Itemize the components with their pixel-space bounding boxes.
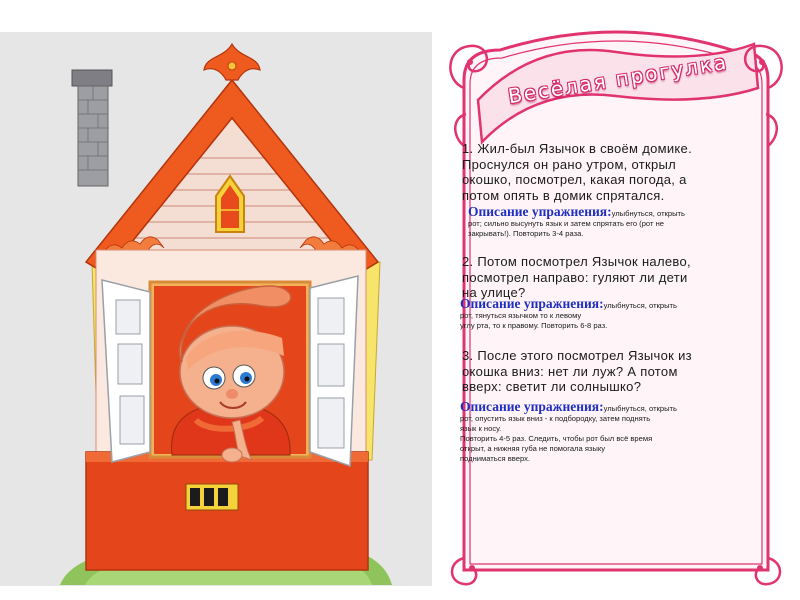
house-base — [86, 452, 368, 570]
exercise-description-1 — [468, 204, 790, 239]
exercise-label-3: Описание упражнения: — [460, 399, 604, 414]
exercise-description-2 — [460, 296, 782, 331]
exercise-label-2: Описание упражнения: — [460, 296, 604, 311]
story-paragraph-3: 3. После этого посмотрел Язычок из окошка вниз: нет ли луж? А потом вверх: светит ли солнышко? — [462, 348, 692, 394]
story-paragraph-2: 2. Потом посмотрел Язычок налево, посмотрел направо: гуляют ли дети на улице? — [462, 254, 691, 300]
chimney-icon — [72, 70, 112, 186]
story-paragraph-1: 1. Жил-был Язычок в своём домике. Проснулся он рано утром, открыл окошко, посмотрел, какая погода, а потом опять в домик спрятался. — [462, 141, 692, 203]
base-vent-icon — [186, 484, 238, 510]
exercise-description-3 — [460, 399, 782, 464]
exercise-card — [440, 10, 792, 590]
exercise-label-1: Описание упражнения: — [468, 204, 612, 219]
exercise-text-1: улыбнуться, открыть рот; сильно высунуть язык и затем спрятать его (рот не закрывать!). Повторить 3-4 раза. — [468, 209, 685, 238]
exercise-text-2: улыбнуться, открыть рот, тянуться язычком то к левому углу рта, то к правому. Повторить 6-8 раз. — [460, 301, 677, 330]
exercise-text-3: улыбнуться, открыть рот, опустить язык вниз - к подбородку, затем поднять язык к носу. Повторить 4-5 раз. Следить, чтобы рот был всё время открыт, а нижняя губа не помогала языку подниматься вверх. — [460, 404, 677, 463]
card-title: Весёлая прогулка — [506, 49, 730, 109]
